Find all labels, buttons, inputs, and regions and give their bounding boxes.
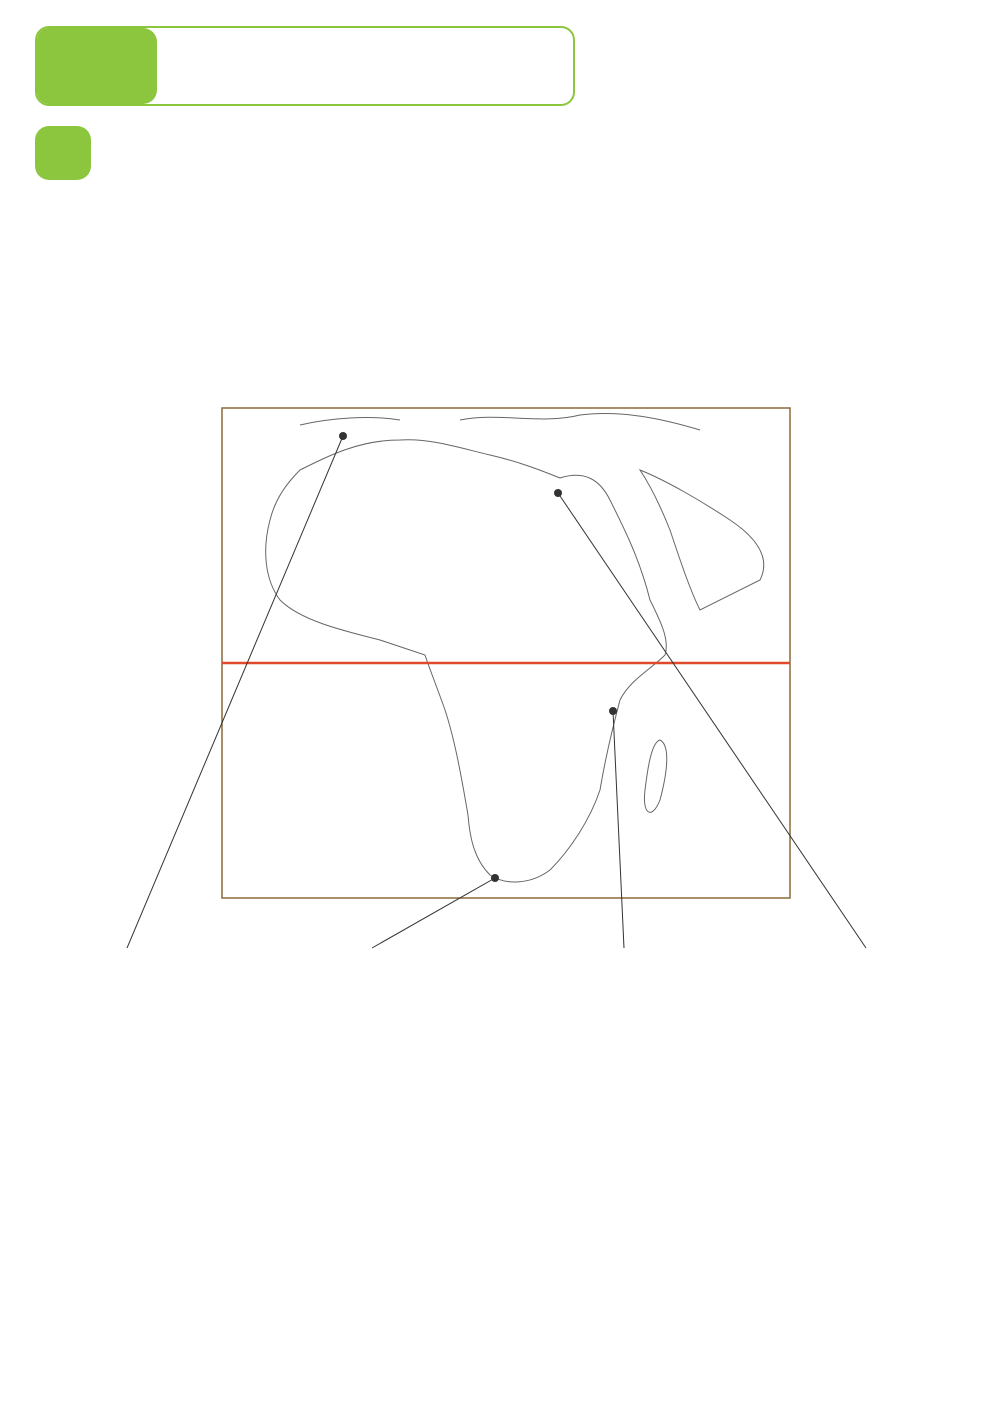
connector-dot-4 [554,489,562,497]
connector-dot-2 [491,874,499,882]
connector-dot-3 [609,707,617,715]
connector-dot-1 [339,432,347,440]
map-frame [222,408,790,898]
